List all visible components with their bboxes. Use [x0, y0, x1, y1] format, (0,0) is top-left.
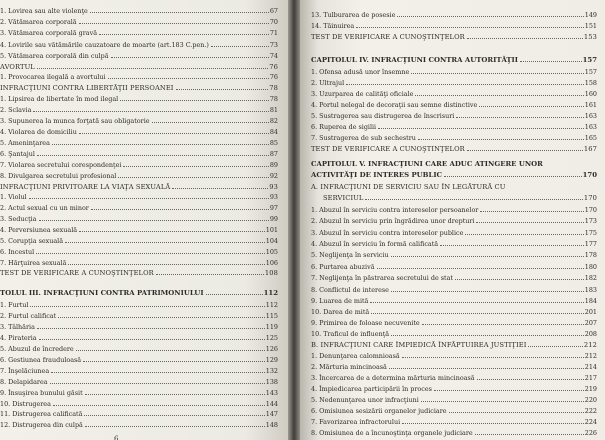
toc-entry-page: 157	[584, 68, 597, 76]
toc-entry-title: 4. Perversiunea sexuală	[0, 226, 78, 234]
toc-entry-page: 183	[584, 286, 597, 294]
toc-entry-page: 151	[584, 22, 597, 30]
dot-leader	[402, 423, 584, 424]
dot-leader	[152, 122, 269, 123]
right-page	[300, 0, 605, 440]
toc-entry-title: 7. Neglijenţa în păstrarea secretului de stat	[311, 274, 453, 282]
dot-leader	[172, 188, 268, 189]
toc-entry-title: 6. Omisiunea sesizării organelor judiciare	[311, 407, 447, 415]
toc-entry-page: 106	[265, 259, 278, 267]
dot-leader	[79, 23, 269, 24]
toc-entry-page: 224	[584, 418, 597, 426]
toc-entry	[0, 245, 278, 256]
dot-leader	[365, 199, 582, 200]
dot-leader	[108, 78, 269, 79]
dot-leader	[52, 144, 269, 145]
dot-leader	[50, 383, 265, 384]
toc-entry-title: 14. Tăinuirea	[311, 22, 355, 30]
toc-entry-title: 5. Neglijenţa în serviciu	[311, 251, 389, 259]
toc-entry-page: 170	[582, 171, 597, 179]
toc-entry-page: 158	[584, 79, 597, 87]
toc-entry	[0, 49, 278, 60]
toc-entry-title: 2. Ultrajul	[311, 79, 345, 87]
toc-entry	[0, 418, 278, 429]
toc-entry	[0, 375, 278, 386]
dot-leader	[480, 211, 583, 212]
toc-entry	[0, 103, 278, 114]
toc-entry	[311, 142, 597, 153]
toc-entry	[0, 234, 278, 245]
toc-entry-page: 143	[265, 389, 278, 397]
toc-entry-title: 3. Supunerea la munca forţată sau obligatorie	[0, 117, 150, 125]
toc-entry-page: 144	[265, 400, 278, 408]
dot-leader	[85, 394, 265, 395]
toc-entry	[0, 125, 278, 136]
toc-entry-page: 161	[584, 101, 597, 109]
dot-leader	[53, 405, 265, 406]
toc-entry-title: 1. Lipsirea de libertate în mod ilegal	[0, 95, 119, 103]
toc-entry	[0, 364, 278, 375]
toc-entry-title: 5. Vătămarea corporală din culpă	[0, 52, 109, 60]
dot-leader	[79, 133, 269, 134]
toc-entry-page: 163	[584, 112, 597, 120]
dot-leader	[378, 128, 584, 129]
toc-entry-title: 7. Violarea secretului corespondenţei	[0, 161, 122, 169]
toc-entry	[0, 331, 278, 342]
dot-leader	[440, 245, 584, 246]
toc-entry-title: TOLUL III. INFRACŢIUNI CONTRA PATRIMONIULUI	[0, 289, 204, 297]
toc-entry-title: 1. Abuzul în serviciu contra intereselor persoanelor	[311, 206, 479, 214]
toc-entry	[0, 92, 278, 103]
toc-entry-page: 87	[269, 150, 278, 158]
toc-entry-title: 5. Sustragerea sau distrugerea de înscrisuri	[311, 112, 455, 120]
dot-leader	[39, 339, 265, 340]
dot-leader	[68, 264, 264, 265]
toc-entry-page: 175	[584, 229, 597, 237]
toc-entry-page: 101	[265, 226, 278, 234]
toc-entry	[311, 180, 597, 191]
toc-entry-page: 119	[265, 323, 278, 331]
toc-entry-title: 1. Denunţarea calomnioasă	[311, 352, 400, 360]
toc-entry-title: 3. Tâlhăria	[0, 323, 35, 331]
toc-entry-title: 6. Ruperea de sigilii	[311, 123, 377, 131]
toc-entry-title: 5. Corupţia sexuală	[0, 237, 64, 245]
dot-leader	[176, 89, 269, 90]
toc-entry-title: 8. Delapidarea	[0, 378, 48, 386]
toc-entry	[0, 147, 278, 158]
toc-entry-title: TEST DE VERIFICARE A CUNOŞTINŢELOR	[311, 145, 465, 153]
toc-entry-page: 212	[584, 352, 597, 360]
dot-leader	[475, 434, 584, 435]
toc-entry-page: 74	[269, 52, 278, 60]
toc-entry-title: 2. Actul sexual cu un minor	[0, 204, 89, 212]
dot-leader	[421, 401, 584, 402]
toc-entry-title: 9. Primirea de foloase necuvenite	[311, 319, 420, 327]
toc-entry	[311, 87, 597, 98]
dot-leader	[118, 177, 269, 178]
toc-entry-page: 104	[265, 237, 278, 245]
dot-leader	[51, 372, 265, 373]
toc-entry-title: 2. Vătămarea corporală	[0, 18, 77, 26]
dot-leader	[397, 16, 583, 17]
toc-entry-title: 7. Sustragerea de sub sechestru	[311, 134, 416, 142]
toc-entry-page: 201	[584, 308, 597, 316]
dot-leader	[418, 139, 584, 140]
toc-entry-title: 1. Furtul	[0, 301, 29, 309]
dot-leader	[467, 150, 583, 151]
toc-entry-title: B. INFRACŢIUNI CARE ÎMPIEDICĂ ÎNFĂPTUIREA JUSTIŢIEI	[311, 341, 527, 349]
toc-entry-page: 82	[269, 117, 278, 125]
toc-entry	[0, 136, 278, 147]
toc-entry-page: 222	[584, 407, 597, 415]
toc-entry-page: 112	[265, 301, 278, 309]
toc-entry-page: 126	[265, 345, 278, 353]
toc-entry	[311, 393, 597, 404]
toc-entry	[0, 201, 278, 212]
toc-entry-title: INFRACŢIUNI CONTRA LIBERTĂŢII PERSOANEI	[0, 84, 174, 92]
toc-entry	[0, 353, 278, 364]
toc-entry	[0, 286, 278, 297]
dot-leader	[456, 117, 583, 118]
toc-entry-page: 84	[269, 128, 278, 136]
toc-entry-page: 93	[269, 183, 278, 191]
toc-entry	[0, 38, 278, 49]
dot-leader	[58, 317, 265, 318]
toc-entry-page: 170	[583, 194, 597, 202]
toc-entry-page: 112	[263, 289, 278, 297]
toc-entry	[311, 109, 597, 120]
toc-entry	[311, 327, 597, 338]
toc-entry-page: 184	[584, 297, 597, 305]
toc-entry-page: 180	[584, 263, 597, 271]
toc-entry-title: CAPITOLUL IV. INFRACŢIUNI CONTRA AUTORITĂŢII	[311, 56, 518, 64]
toc-entry-title: 4. Pirateria	[0, 334, 37, 342]
toc-entry	[0, 309, 278, 320]
toc-entry-page: 85	[269, 139, 278, 147]
toc-entry-title: ACTIVITĂŢI DE INTERES PUBLIC	[311, 171, 443, 179]
toc-entry-title: 4. Violarea de domiciliu	[0, 128, 77, 136]
dot-leader	[91, 209, 269, 210]
dot-leader	[111, 57, 269, 58]
dot-leader	[99, 34, 269, 35]
toc-entry	[311, 157, 597, 168]
dot-leader	[465, 234, 583, 235]
toc-entry	[311, 8, 597, 19]
toc-entry-title: 6. Şantajul	[0, 150, 35, 158]
dot-leader	[402, 357, 584, 358]
dot-leader	[85, 426, 265, 427]
toc-entry-page: 220	[584, 396, 597, 404]
toc-entry	[311, 237, 597, 248]
dot-leader	[449, 412, 584, 413]
toc-entry-page: 226	[584, 429, 597, 437]
toc-entry-page: 208	[584, 330, 597, 338]
toc-entry-title: 3. Seducţia	[0, 215, 37, 223]
toc-entry-title: 9. Luarea de mită	[311, 297, 369, 305]
toc-entry-page: 170	[584, 206, 597, 214]
toc-entry-page: 115	[265, 312, 278, 320]
toc-entry-title: 5. Nedenunţarea unor infracţiuni	[311, 396, 419, 404]
toc-entry-title: 1. Violul	[0, 193, 27, 201]
dot-leader	[211, 46, 269, 47]
toc-entry-page: 165	[584, 134, 597, 142]
dot-leader	[65, 242, 265, 243]
toc-entry	[311, 305, 597, 316]
toc-entry	[311, 426, 597, 437]
dot-leader	[37, 68, 268, 69]
toc-entry	[311, 226, 597, 237]
toc-entry-title: 2. Abuzul în serviciu prin îngrădirea unor drepturi	[311, 217, 475, 225]
toc-entry-page: 178	[584, 251, 597, 259]
toc-entry-title: 2. Mărturia mincinoasă	[311, 363, 387, 371]
dot-leader	[391, 291, 584, 292]
toc-entry-page: 70	[269, 18, 278, 26]
toc-entry-page: 217	[584, 374, 597, 382]
toc-entry	[0, 298, 278, 309]
dot-leader	[206, 294, 263, 295]
toc-entry	[311, 371, 597, 382]
toc-entry-title: AVORTUL	[0, 63, 35, 71]
toc-entry-page: 160	[584, 90, 597, 98]
dot-leader	[479, 106, 583, 107]
toc-entry-page: 129	[265, 356, 278, 364]
toc-entry	[311, 120, 597, 131]
toc-entry-page: 92	[269, 172, 278, 180]
toc-entry-page: 89	[269, 161, 278, 169]
toc-entry-title: 8. Omisiunea de a încunoştinţa organele judiciare	[311, 429, 473, 437]
dot-leader	[467, 38, 583, 39]
left-page	[0, 0, 288, 440]
toc-entry-page: 73	[269, 41, 278, 49]
toc-entry-page: 78	[269, 84, 278, 92]
toc-entry-title: 8. Divulgarea secretului profesional	[0, 172, 117, 180]
toc-entry	[0, 81, 278, 92]
toc-entry-title: 3. Uzurparea de calităţi oficiale	[311, 90, 414, 98]
toc-entry-title: 13. Tulburarea de posesie	[311, 11, 396, 19]
toc-entry	[311, 360, 597, 371]
dot-leader	[84, 415, 264, 416]
dot-leader	[477, 379, 584, 380]
toc-entry	[0, 4, 278, 15]
toc-entry	[0, 342, 278, 353]
toc-entry-title: 2. Furtul calificat	[0, 312, 57, 320]
toc-entry-page: 108	[264, 269, 278, 277]
toc-entry-title: 10. Darea de mită	[311, 308, 370, 316]
toc-entry	[311, 30, 597, 41]
toc-entry-page: 177	[584, 240, 597, 248]
toc-entry-title: 7. Înşelăciunea	[0, 367, 50, 375]
toc-entry-page: 125	[265, 334, 278, 342]
toc-entry-page: 163	[584, 123, 597, 131]
dot-leader	[356, 27, 584, 28]
toc-entry-page: 76	[269, 73, 278, 81]
toc-entry-title: 3. Vătămarea corporală gravă	[0, 29, 98, 37]
toc-entry-title: TEST DE VERIFICARE A CUNOŞTINŢELOR	[311, 33, 465, 41]
toc-entry	[0, 70, 278, 81]
toc-entry-title: 10. Distrugerea	[0, 400, 51, 408]
dot-leader	[36, 253, 265, 254]
dot-leader	[83, 361, 265, 362]
toc-entry-page: 167	[583, 145, 597, 153]
toc-entry-title: INFRACŢIUNI PRIVITOARE LA VIAŢA SEXUALĂ	[0, 183, 171, 191]
book-gutter	[288, 0, 300, 440]
toc-entry	[311, 338, 597, 349]
dot-leader	[455, 279, 584, 280]
toc-entry-page: 105	[265, 248, 278, 256]
toc-entry-title: TEST DE VERIFICARE A CUNOŞTINŢELOR	[0, 269, 154, 277]
dot-leader	[29, 198, 269, 199]
toc-entry-page: 173	[584, 217, 597, 225]
toc-entry-title: CAPITOLUL V. INFRACŢIUNI CARE ADUC ATINGERE UNOR	[311, 160, 543, 168]
toc-entry-title: 4. Lovirile sau vătămările cauzatoare de moarte (art.183 C.pen.)	[0, 41, 209, 49]
toc-entry-page: 97	[269, 204, 278, 212]
left-page-number: 6	[114, 435, 119, 440]
toc-entry-page: 81	[269, 106, 278, 114]
toc-entry-title: 5. Abuzul de încredere	[0, 345, 74, 353]
toc-entry-title: 2. Sclavia	[0, 106, 32, 114]
toc-entry	[0, 15, 278, 26]
dot-leader	[377, 268, 584, 269]
dot-leader	[156, 274, 264, 275]
toc-entry-title: 11. Distrugerea calificată	[0, 410, 83, 418]
toc-entry-title: 6. Gestiunea frauduloasă	[0, 356, 82, 364]
dot-leader	[79, 231, 265, 232]
toc-entry-page: 207	[584, 319, 597, 327]
toc-entry-title: 1. Provocarea ilegală a avortului	[0, 73, 106, 81]
toc-entry	[311, 349, 597, 360]
toc-entry-page: 212	[583, 341, 597, 349]
toc-entry-page: 148	[265, 421, 278, 429]
toc-entry	[311, 65, 597, 76]
toc-entry-title: 4. Portul nelegal de decoraţii sau semne distinctive	[311, 101, 478, 109]
toc-entry	[0, 114, 278, 125]
toc-entry	[311, 53, 597, 64]
toc-entry-title: SERVICIUL	[323, 194, 364, 202]
dot-leader	[76, 350, 265, 351]
toc-entry	[0, 190, 278, 201]
toc-entry-title: 7. Hărţuirea sexuală	[0, 259, 67, 267]
toc-entry	[311, 214, 597, 225]
dot-leader	[123, 166, 268, 167]
toc-entry-title: 1. Lovirea sau alte violenţe	[0, 7, 88, 15]
toc-entry-title: 3. Abuzul în serviciu contra intereselor publice	[311, 229, 464, 237]
toc-entry	[311, 316, 597, 327]
toc-entry-page: 71	[269, 29, 278, 37]
toc-entry-page: 149	[584, 11, 597, 19]
toc-entry	[311, 19, 597, 30]
toc-entry	[311, 203, 597, 214]
dot-leader	[37, 155, 269, 156]
toc-entry	[0, 407, 278, 418]
dot-leader	[422, 324, 584, 325]
dot-leader	[90, 12, 269, 13]
toc-entry-title: 4. Împiedicarea participării în proces	[311, 385, 432, 393]
toc-entry-page: 67	[269, 7, 278, 15]
toc-entry	[0, 169, 278, 180]
dot-leader	[391, 335, 584, 336]
toc-entry-page: 153	[583, 33, 597, 41]
dot-leader	[528, 346, 582, 347]
toc-entry-title: 9. Însuşirea bunului găsit	[0, 389, 83, 397]
toc-entry-page: 76	[269, 63, 278, 71]
dot-leader	[371, 313, 584, 314]
dot-leader	[476, 222, 583, 223]
dot-leader	[33, 111, 268, 112]
toc-entry	[311, 260, 597, 271]
toc-entry-page: 93	[269, 193, 278, 201]
toc-entry-title: 8. Conflictul de interese	[311, 286, 389, 294]
dot-leader	[434, 390, 584, 391]
toc-entry-title: 10. Traficul de influenţă	[311, 330, 390, 338]
toc-entry	[311, 76, 597, 87]
toc-entry	[0, 266, 278, 277]
dot-leader	[39, 220, 269, 221]
toc-entry-page: 132	[265, 367, 278, 375]
toc-entry-title: 4. Abuzul în serviciu în formă calificată	[311, 240, 439, 248]
dot-leader	[370, 302, 583, 303]
toc-entry	[311, 294, 597, 305]
dot-leader	[346, 84, 584, 85]
toc-entry	[0, 26, 278, 37]
dot-leader	[520, 61, 582, 62]
toc-entry-title: 1. Ofensa adusă unor însemne	[311, 68, 410, 76]
toc-entry-title: 12. Distrugerea din culpă	[0, 421, 83, 429]
toc-entry	[311, 131, 597, 142]
dot-leader	[120, 100, 269, 101]
toc-entry-title: 7. Favorizarea infractorului	[311, 418, 401, 426]
toc-entry-page: 78	[269, 95, 278, 103]
toc-entry	[311, 382, 597, 393]
dot-leader	[391, 256, 584, 257]
toc-entry-page: 182	[584, 274, 597, 282]
toc-entry	[0, 386, 278, 397]
toc-entry	[311, 248, 597, 259]
toc-entry-page: 214	[584, 363, 597, 371]
dot-leader	[444, 176, 582, 177]
toc-entry-title: A. INFRACŢIUNI DE SERVICIU SAU ÎN LEGĂTURĂ CU	[311, 183, 506, 191]
toc-entry-title: 6. Incestul	[0, 248, 35, 256]
dot-leader	[411, 73, 584, 74]
dot-leader	[37, 328, 265, 329]
toc-entry	[311, 168, 597, 179]
dot-leader	[389, 368, 584, 369]
toc-entry-page: 219	[584, 385, 597, 393]
toc-entry-title: 5. Ameninţarea	[0, 139, 50, 147]
toc-entry	[311, 98, 597, 109]
toc-entry	[311, 191, 597, 202]
toc-entry-title: 3. Încercarea de a determina mărturia mincinoasă	[311, 374, 475, 382]
toc-entry	[311, 271, 597, 282]
toc-entry-page: 147	[265, 410, 278, 418]
toc-entry-page: 138	[265, 378, 278, 386]
dot-leader	[30, 306, 264, 307]
toc-entry	[311, 415, 597, 426]
toc-entry-page: 157	[582, 56, 597, 64]
toc-entry	[0, 158, 278, 169]
toc-entry	[0, 212, 278, 223]
toc-entry	[311, 283, 597, 294]
toc-entry	[0, 223, 278, 234]
toc-entry-page: 99	[269, 215, 278, 223]
toc-entry-title: 6. Purtarea abuzivă	[311, 263, 375, 271]
toc-entry	[311, 404, 597, 415]
toc-entry	[0, 320, 278, 331]
dot-leader	[415, 95, 583, 96]
